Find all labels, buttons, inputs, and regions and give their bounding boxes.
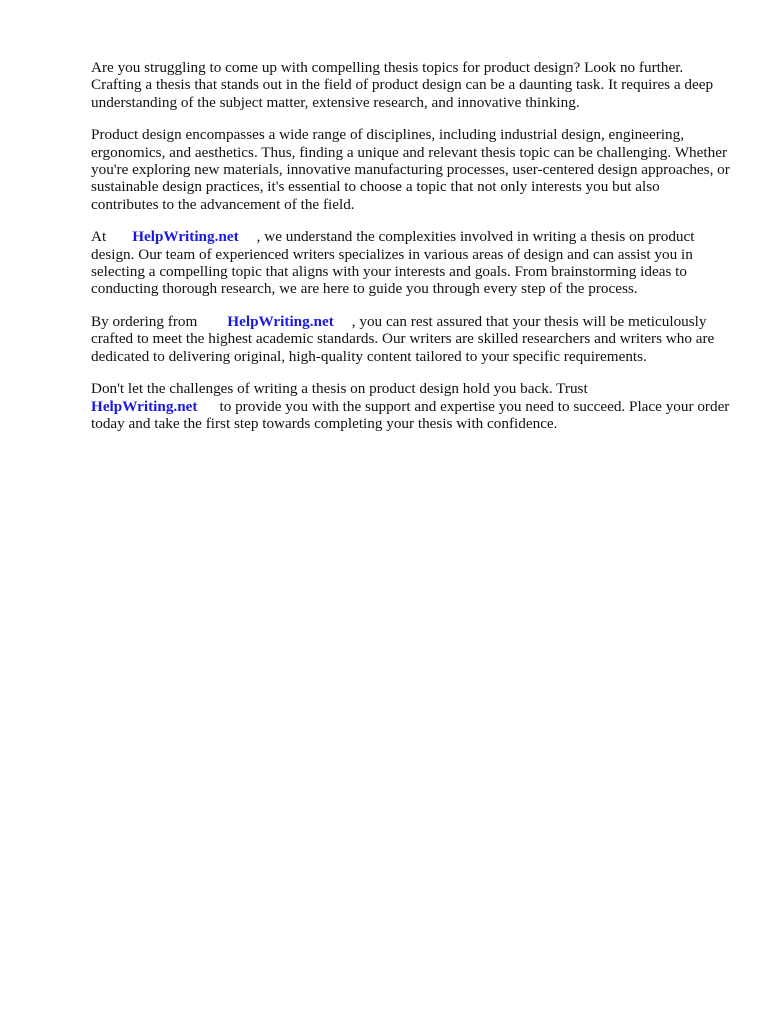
paragraph-text-before: At (91, 228, 107, 246)
helpwriting-link[interactable]: HelpWriting.net (227, 312, 334, 330)
paragraph-text: Are you struggling to come up with compelling thesis topics for product design? Look no further. Crafting a thesis that stands out in the field of product design can be a daunting task. It requires a deep understanding of the subject matter, extensive research, and innovative thinking. (91, 59, 714, 111)
helpwriting-link[interactable]: HelpWriting.net (91, 397, 198, 415)
paragraph-about-service (91, 228, 731, 298)
paragraph-text-before: By ordering from (91, 312, 198, 330)
paragraph-text-before: Don't let the challenges of writing a thesis on product design hold you back. Trust (91, 380, 588, 398)
paragraph-disciplines (91, 126, 731, 213)
paragraph-text-after: , you can rest assured that your thesis will be meticulously crafted to meet the highest academic standards. Our writers are skilled researchers and writers who are dedicated to delivering original, high-quality content tailored to your specific requirements. (91, 312, 715, 365)
paragraph-text: Product design encompasses a wide range of disciplines, including industrial design, engineering, ergonomics, and aesthetics. Thus, finding a unique and relevant thesis topic can be challenging. Whether you're exploring new materials, innovative manufacturing processes, user-centered design approaches, or sustainable design practices, it's essential to choose a topic that not only interests you but also contributes to the advancement of the field. (91, 126, 730, 213)
helpwriting-link[interactable]: HelpWriting.net (132, 228, 239, 246)
paragraph-intro (91, 59, 731, 111)
paragraph-text-after: , we understand the complexities involved in writing a thesis on product design. Our team of experienced writers specializes in various areas of design and can assist you in selecting a compelling topic that aligns with your interests and goals. From brainstorming ideas to conducting thorough research, we are here to guide you through every step of the process. (91, 228, 695, 298)
paragraph-text-after: to provide you with the support and expertise you need to succeed. Place your order today and take the first step towards completing your thesis with confidence. (91, 397, 730, 432)
paragraph-ordering (91, 313, 731, 365)
document-body (91, 59, 731, 447)
paragraph-call-to-action (91, 380, 731, 432)
